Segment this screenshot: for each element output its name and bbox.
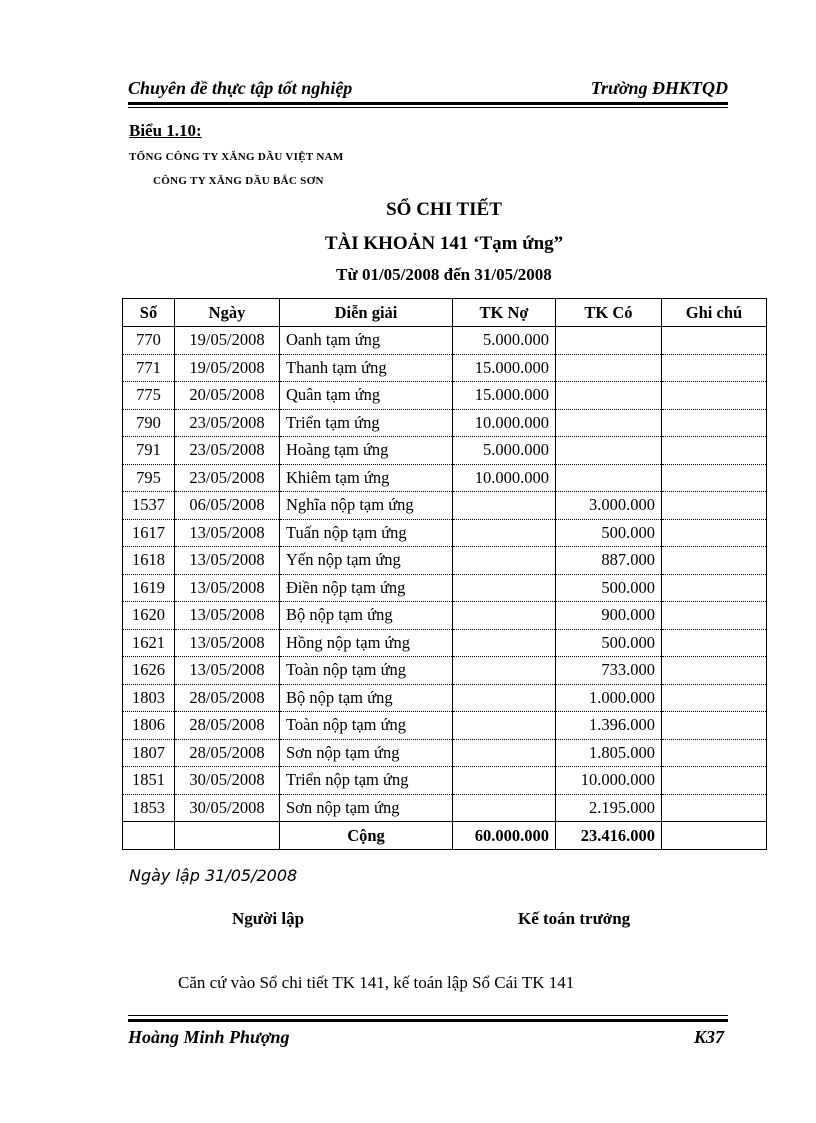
cell-no: 15.000.000 [453, 354, 556, 382]
table-row [123, 492, 767, 520]
table-row [123, 684, 767, 712]
cell-co: 3.000.000 [556, 492, 662, 520]
page-header [128, 78, 728, 100]
cell-ghi-chu [662, 382, 767, 410]
cell-no [453, 492, 556, 520]
cell-ngay: 19/05/2008 [175, 354, 280, 382]
cell-dien-giai: Thanh tạm ứng [280, 354, 453, 382]
cell-no [453, 629, 556, 657]
column-header: Diễn giải [280, 299, 453, 327]
cell-no [453, 574, 556, 602]
page-footer [128, 1027, 724, 1049]
cell-ngay: 13/05/2008 [175, 519, 280, 547]
cell-ghi-chu [662, 327, 767, 355]
table-row [123, 382, 767, 410]
table-row [123, 602, 767, 630]
cell-so: 1803 [123, 684, 175, 712]
cell-dien-giai: Sơn nộp tạm ứng [280, 739, 453, 767]
unit-company: CÔNG TY XĂNG DẦU BẮC SƠN [153, 175, 324, 187]
footer-author: Hoàng Minh Phượng [128, 1027, 290, 1047]
cell-ngay: 23/05/2008 [175, 409, 280, 437]
cell-no [453, 547, 556, 575]
cell-co: 2.195.000 [556, 794, 662, 822]
cell-so: 791 [123, 437, 175, 465]
cell-ghi-chu [662, 629, 767, 657]
cell-ngay: 28/05/2008 [175, 739, 280, 767]
cell-ngay: 13/05/2008 [175, 547, 280, 575]
cell-no: 10.000.000 [453, 409, 556, 437]
table-row [123, 354, 767, 382]
table-row [123, 629, 767, 657]
cell-co [556, 382, 662, 410]
cell-dien-giai: Sơn nộp tạm ứng [280, 794, 453, 822]
cell-co: 1.000.000 [556, 684, 662, 712]
cell-dien-giai: Nghĩa nộp tạm ứng [280, 492, 453, 520]
cell-so: 771 [123, 354, 175, 382]
header-right-text: Trường ĐHKTQD [590, 78, 728, 98]
cell-ngay: 28/05/2008 [175, 712, 280, 740]
cell-co: 500.000 [556, 629, 662, 657]
cell-so: 1807 [123, 739, 175, 767]
table-header-row [123, 299, 767, 327]
cell-co [556, 409, 662, 437]
cell-ghi-chu [662, 409, 767, 437]
cell-no [453, 794, 556, 822]
table-row [123, 409, 767, 437]
total-empty-cell [662, 822, 767, 850]
cell-so: 795 [123, 464, 175, 492]
cell-no: 5.000.000 [453, 327, 556, 355]
cell-so: 1619 [123, 574, 175, 602]
cell-so: 1618 [123, 547, 175, 575]
cell-ghi-chu [662, 712, 767, 740]
cell-ghi-chu [662, 739, 767, 767]
cell-ngay: 19/05/2008 [175, 327, 280, 355]
header-rule-thin [128, 107, 728, 108]
cell-so: 775 [123, 382, 175, 410]
cell-ghi-chu [662, 684, 767, 712]
cell-dien-giai: Hồng nộp tạm ứng [280, 629, 453, 657]
cell-so: 1626 [123, 657, 175, 685]
cell-no: 15.000.000 [453, 382, 556, 410]
column-header: Ghi chú [662, 299, 767, 327]
cell-no [453, 657, 556, 685]
cell-ngay: 23/05/2008 [175, 464, 280, 492]
cell-co: 900.000 [556, 602, 662, 630]
cell-so: 1537 [123, 492, 175, 520]
cell-co: 887.000 [556, 547, 662, 575]
total-empty-cell [123, 822, 175, 850]
cell-dien-giai: Quân tạm ứng [280, 382, 453, 410]
cell-no [453, 739, 556, 767]
total-row [123, 822, 767, 850]
period-title: Từ 01/05/2008 đến 31/05/2008 [336, 265, 552, 284]
table-row [123, 767, 767, 795]
cell-dien-giai: Bộ nộp tạm ứng [280, 602, 453, 630]
cell-so: 1806 [123, 712, 175, 740]
cell-ngay: 13/05/2008 [175, 574, 280, 602]
cell-ghi-chu [662, 492, 767, 520]
header-rule-thick [128, 102, 728, 105]
cell-no [453, 684, 556, 712]
cell-ghi-chu [662, 794, 767, 822]
cell-ghi-chu [662, 657, 767, 685]
cell-ngay: 28/05/2008 [175, 684, 280, 712]
cell-ghi-chu [662, 547, 767, 575]
table-row [123, 739, 767, 767]
cell-dien-giai: Toàn nộp tạm ứng [280, 712, 453, 740]
cell-so: 790 [123, 409, 175, 437]
cell-co [556, 354, 662, 382]
figure-label: Biểu 1.10: [129, 121, 202, 140]
footer-rule-thick [128, 1019, 728, 1022]
cell-dien-giai: Yến nộp tạm ứng [280, 547, 453, 575]
cell-no [453, 519, 556, 547]
table-row [123, 519, 767, 547]
table-row [123, 794, 767, 822]
cell-so: 1851 [123, 767, 175, 795]
table-row [123, 657, 767, 685]
cell-dien-giai: Bộ nộp tạm ứng [280, 684, 453, 712]
cell-co: 1.805.000 [556, 739, 662, 767]
table-row [123, 464, 767, 492]
created-date: Ngày lập 31/05/2008 [129, 866, 298, 885]
account-title: TÀI KHOẢN 141 ‘Tạm ứng” [324, 233, 564, 254]
cell-ghi-chu [662, 437, 767, 465]
cell-no: 5.000.000 [453, 437, 556, 465]
table-body [123, 327, 767, 850]
cell-dien-giai: Triển nộp tạm ứng [280, 767, 453, 795]
column-header: Số [123, 299, 175, 327]
cell-co: 733.000 [556, 657, 662, 685]
total-no: 60.000.000 [453, 822, 556, 850]
cell-so: 770 [123, 327, 175, 355]
cell-dien-giai: Hoàng tạm ứng [280, 437, 453, 465]
cell-co: 500.000 [556, 574, 662, 602]
footer-page-code: K37 [693, 1027, 724, 1047]
cell-no [453, 712, 556, 740]
cell-dien-giai: Toàn nộp tạm ứng [280, 657, 453, 685]
parent-company: TỔNG CÔNG TY XĂNG DẦU VIỆT NAM [129, 151, 344, 163]
cell-ngay: 13/05/2008 [175, 657, 280, 685]
cell-ngay: 06/05/2008 [175, 492, 280, 520]
cell-ngay: 13/05/2008 [175, 629, 280, 657]
cell-dien-giai: Tuấn nộp tạm ứng [280, 519, 453, 547]
cell-ngay: 23/05/2008 [175, 437, 280, 465]
cell-dien-giai: Điền nộp tạm ứng [280, 574, 453, 602]
cell-ghi-chu [662, 519, 767, 547]
cell-dien-giai: Oanh tạm ứng [280, 327, 453, 355]
header-left-text: Chuyên đề thực tập tốt nghiệp [128, 78, 353, 98]
cell-no [453, 602, 556, 630]
table-row [123, 437, 767, 465]
cell-co [556, 437, 662, 465]
cell-ghi-chu [662, 574, 767, 602]
cell-dien-giai: Triển tạm ứng [280, 409, 453, 437]
chief-accountant-signature-label: Kế toán trưởng [518, 909, 631, 928]
column-header: TK Có [556, 299, 662, 327]
cell-ngay: 30/05/2008 [175, 767, 280, 795]
total-co: 23.416.000 [556, 822, 662, 850]
cell-dien-giai: Khiêm tạm ứng [280, 464, 453, 492]
footer-rule-thin [128, 1015, 728, 1016]
cell-ghi-chu [662, 602, 767, 630]
table-row [123, 574, 767, 602]
cell-co [556, 464, 662, 492]
table-row [123, 712, 767, 740]
cell-ghi-chu [662, 767, 767, 795]
cell-ghi-chu [662, 464, 767, 492]
cell-co [556, 327, 662, 355]
cell-ghi-chu [662, 354, 767, 382]
cell-so: 1621 [123, 629, 175, 657]
cell-so: 1620 [123, 602, 175, 630]
preparer-signature-label: Người lập [232, 909, 305, 928]
cell-ngay: 13/05/2008 [175, 602, 280, 630]
cell-so: 1853 [123, 794, 175, 822]
total-label: Cộng [280, 822, 453, 850]
column-header: Ngày [175, 299, 280, 327]
ledger-table [122, 298, 767, 850]
cell-co: 1.396.000 [556, 712, 662, 740]
cell-ngay: 20/05/2008 [175, 382, 280, 410]
cell-ngay: 30/05/2008 [175, 794, 280, 822]
ledger-title: SỔ CHI TIẾT [386, 199, 502, 220]
cell-no: 10.000.000 [453, 464, 556, 492]
cell-co: 500.000 [556, 519, 662, 547]
cell-no [453, 767, 556, 795]
column-header: TK Nợ [453, 299, 556, 327]
total-empty-cell [175, 822, 280, 850]
note-text: Căn cứ vào Sổ chi tiết TK 141, kế toán lập Sổ Cái TK 141 [178, 973, 575, 992]
cell-co: 10.000.000 [556, 767, 662, 795]
table-row [123, 327, 767, 355]
table-row [123, 547, 767, 575]
cell-so: 1617 [123, 519, 175, 547]
